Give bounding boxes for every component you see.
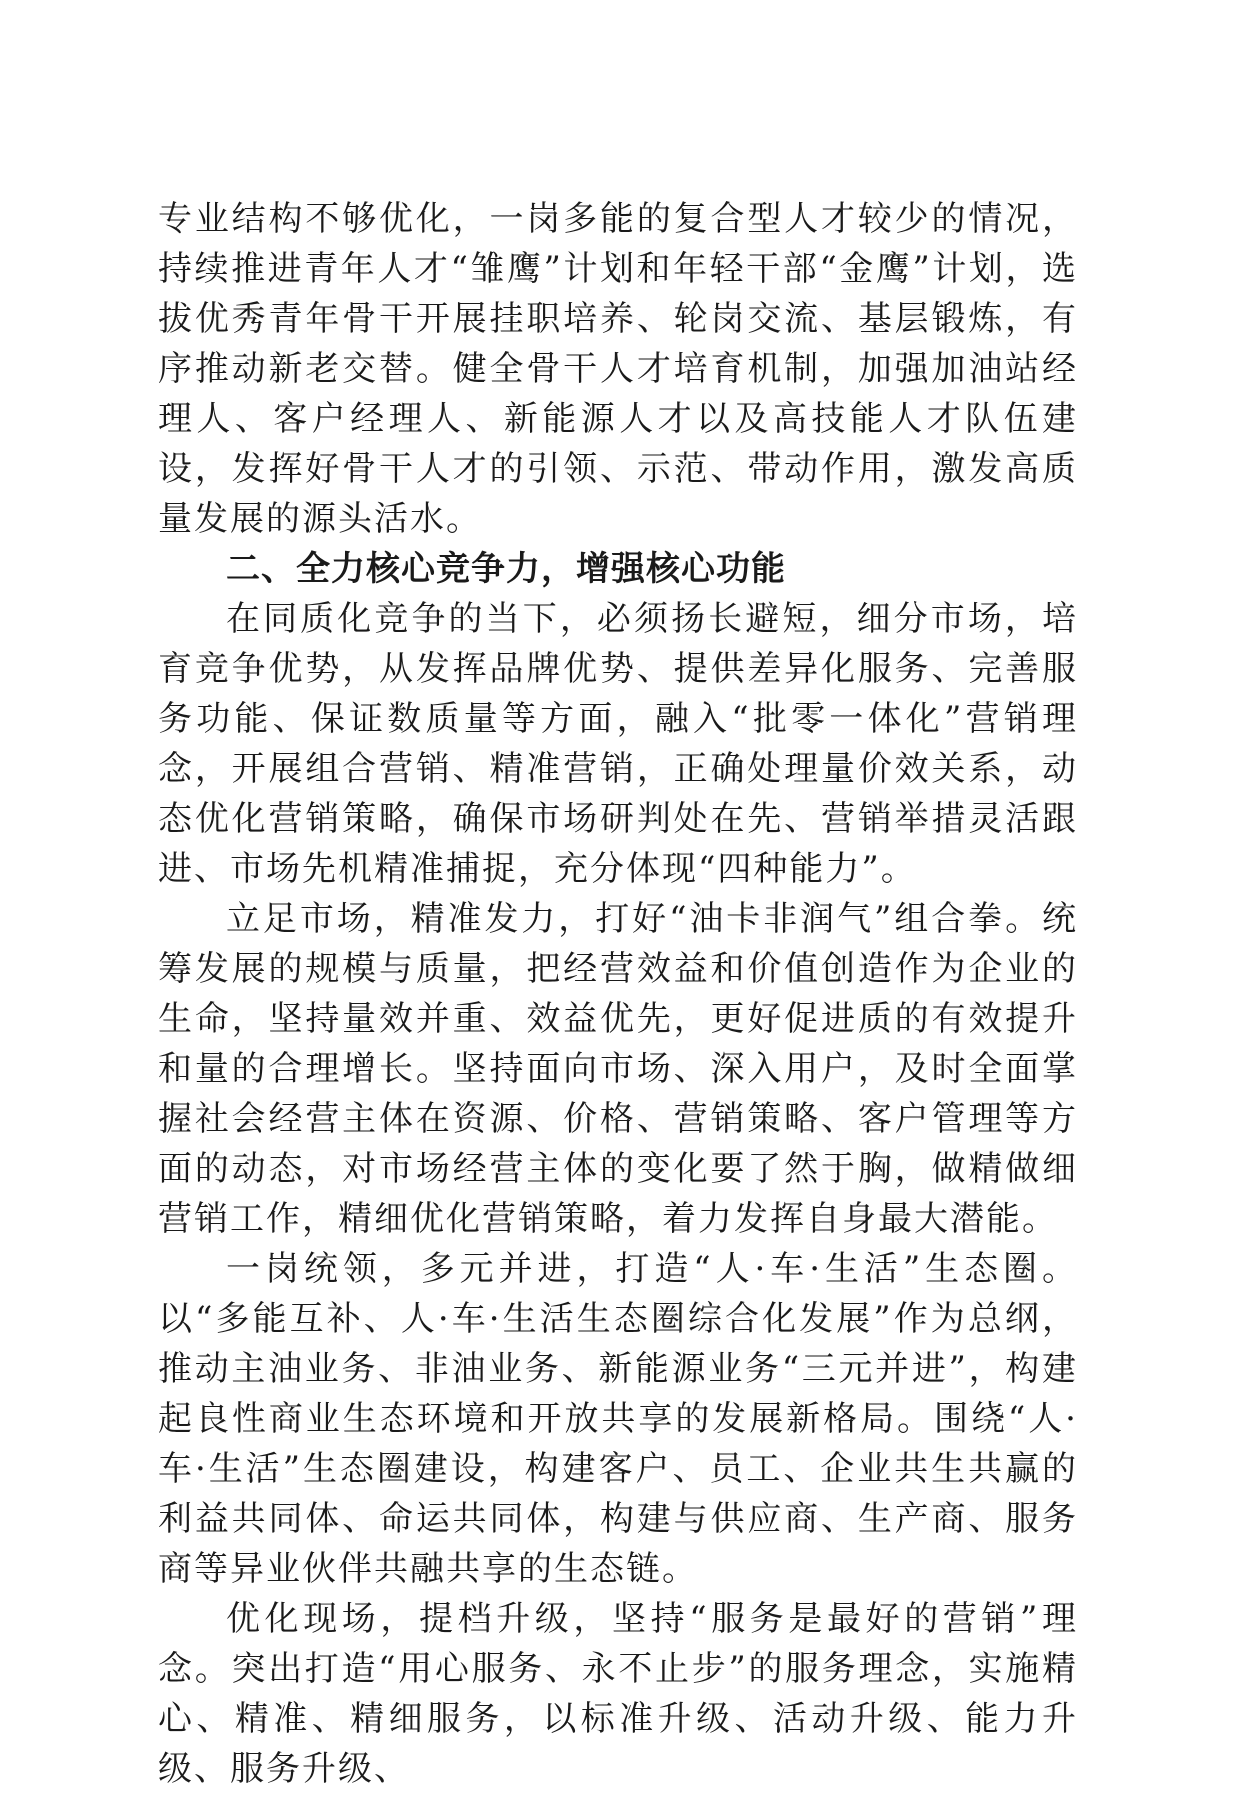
- paragraph: 立足市场，精准发力，打好“油卡非润气”组合拳。统筹发展的规模与质量，把经营效益和价值创造作为企业的生命，坚持量效并重、效益优先，更好促进质的有效提升和量的合理增长。坚持面向市场、深入用户，及时全面掌握社会经营主体在资源、价格、营销策略、客户管理等方面的动态，对市场经营主体的变化要了然于胸，做精做细营销工作，精细优化营销策略，着力发挥自身最大潜能。: [158, 899, 1078, 1239]
- document-page: [158, 194, 1078, 1794]
- paragraph: 优化现场，提档升级，坚持“服务是最好的营销”理念。突出打造“用心服务、永不止步”的服务理念，实施精心、精准、精细服务，以标准升级、活动升级、能力升级、服务升级、: [158, 1599, 1078, 1789]
- section-heading: 二、全力核心竞争力，增强核心功能: [226, 549, 786, 589]
- paragraph: 一岗统领，多元并进，打造“人·车·生活”生态圈。以“多能互补、人·车·生活生态圈综合化发展”作为总纲，推动主油业务、非油业务、新能源业务“三元并进”，构建起良性商业生态环境和开放共享的发展新格局。围绕“人·车·生活”生态圈建设，构建客户、员工、企业共生共赢的利益共同体、命运共同体，构建与供应商、生产商、服务商等异业伙伴共融共享的生态链。: [158, 1249, 1078, 1589]
- paragraph-continued: 专业结构不够优化，一岗多能的复合型人才较少的情况，持续推进青年人才“雏鹰”计划和年轻干部“金鹰”计划，选拔优秀青年骨干开展挂职培养、轮岗交流、基层锻炼，有序推动新老交替。健全骨干人才培育机制，加强加油站经理人、客户经理人、新能源人才以及高技能人才队伍建设，发挥好骨干人才的引领、示范、带动作用，激发高质量发展的源头活水。: [158, 199, 1078, 539]
- paragraph: 在同质化竞争的当下，必须扬长避短，细分市场，培育竞争优势，从发挥品牌优势、提供差异化服务、完善服务功能、保证数质量等方面，融入“批零一体化”营销理念，开展组合营销、精准营销，正确处理量价效关系，动态优化营销策略，确保市场研判处在先、营销举措灵活跟进、市场先机精准捕捉，充分体现“四种能力”。: [158, 599, 1078, 889]
